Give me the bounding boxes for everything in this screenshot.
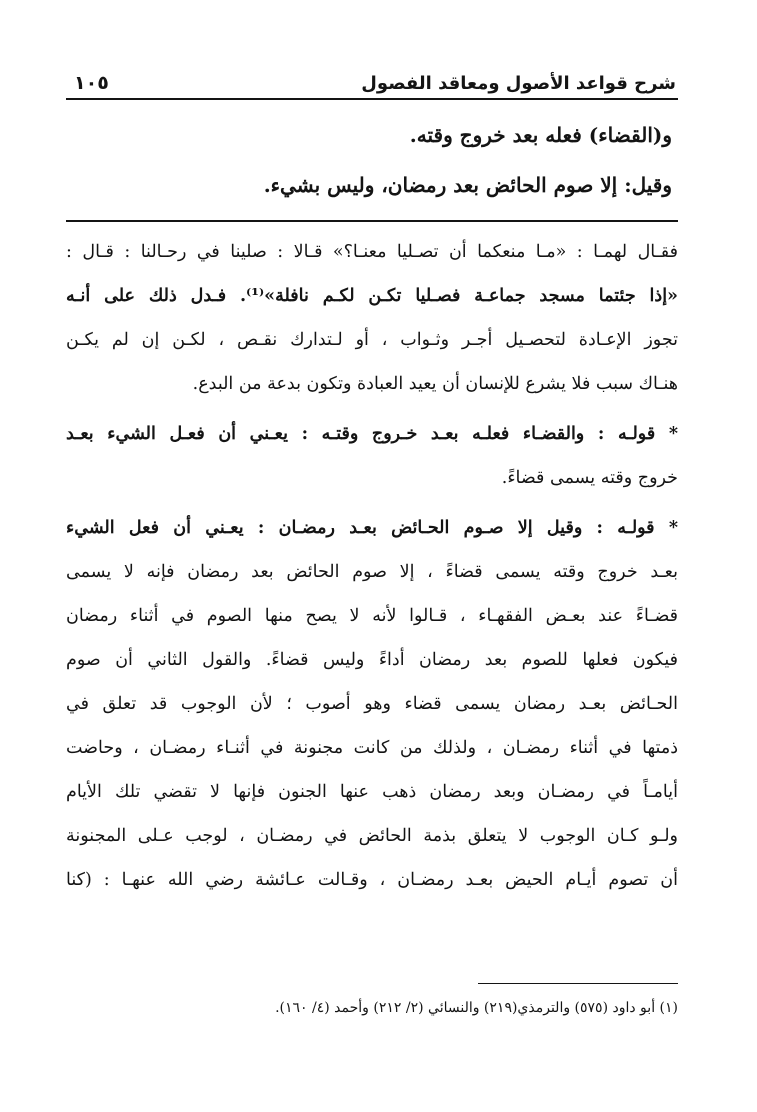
- matn-line: و(القضاء) فعله بعد خروج وقته.: [409, 123, 672, 147]
- text-line: الحـائض بعـد رمضان يسمى قضاء وهو أصوب ؛ لأن الوجوب قد تعلق في: [66, 694, 678, 714]
- matn-line: وقيل: إلا صوم الحائض بعد رمضان، وليس بشيء.: [263, 173, 672, 197]
- commentary-text: [66, 230, 678, 902]
- footnote: (١) أبو داود (٥٧٥) والترمذي(٢١٩) والنسائي (٢/ ٢١٢) وأحمد (٤/ ١٦٠).: [275, 1000, 678, 1016]
- running-header: [66, 58, 678, 100]
- text-line: * قولـه : والقضـاء فعلـه بعـد خـروج وقتـه : يعـني أن فعـل الشيء بعـد: [66, 424, 678, 444]
- text-line: فيكون فعلها للصوم بعد رمضان أداءً وليس قضاءً. والقول الثاني أن صوم: [66, 650, 678, 670]
- footnote-separator: [478, 983, 678, 984]
- text-line: ذمتها في أثناء رمضـان ، ولذلك من كانت مجنونة في أثنـاء رمضـان ، وحاضت: [66, 738, 678, 758]
- text-line: تجوز الإعـادة لتحصـيل أجـر وثـواب ، أو لـتدارك نقـص ، لكـن إن لم يكـن: [66, 330, 678, 350]
- text-line: فقـال لهمـا : «مـا منعكما أن تصـليا معنـا؟» قـالا : صلينا في رحـالنا : قـال :: [66, 242, 678, 262]
- text-line: خروج وقته يسمى قضاءً.: [501, 468, 678, 488]
- text-line: قضـاءً عند بعـض الفقهـاء ، قـالوا لأنه لا يصح منها الصوم في أثناء رمضان: [66, 606, 678, 626]
- text-line: ولـو كـان الوجوب لا يتعلق بذمة الحائض في رمضـان ، لوجب عـلى المجنونة: [66, 826, 678, 846]
- commentary-paragraph: [66, 412, 678, 500]
- commentary-paragraph: [66, 230, 678, 406]
- text-line: أن تصوم أيـام الحيض بعـد رمضـان ، وقـالت عـائشة رضي الله عنهـا : (كنا: [66, 870, 678, 890]
- page-number: ١٠٥: [74, 72, 109, 94]
- text-line: «إذا جئتما مسجد جماعـة فصـليا تكـن لكـم نافلة»⁽¹⁾. فـدل ذلك على أنـه: [66, 286, 678, 306]
- text-line: هنـاك سبب فلا يشرع للإنسان أن يعيد العبادة وتكون بدعة من البدع.: [192, 374, 678, 394]
- book-page: [66, 58, 678, 1016]
- text-line: أيامـاً في رمضـان وبعد رمضان ذهب عنها الجنون فإنها لا تقضي تلك الأيام: [66, 782, 678, 802]
- commentary-paragraph: [66, 506, 678, 902]
- header-title: شرح قواعد الأصول ومعاقد الفصول: [361, 73, 676, 94]
- text-line: * قولـه : وقيل إلا صـوم الحـائض بعـد رمضـان : يعـني أن فعل الشيء: [66, 518, 678, 538]
- text-line: بعـد خروج وقته يسمى قضاءً ، إلا صوم الحائض بعد رمضان فإنه لا يسمى: [66, 562, 678, 582]
- matn-divider: [66, 220, 678, 222]
- matn-text: [66, 110, 678, 210]
